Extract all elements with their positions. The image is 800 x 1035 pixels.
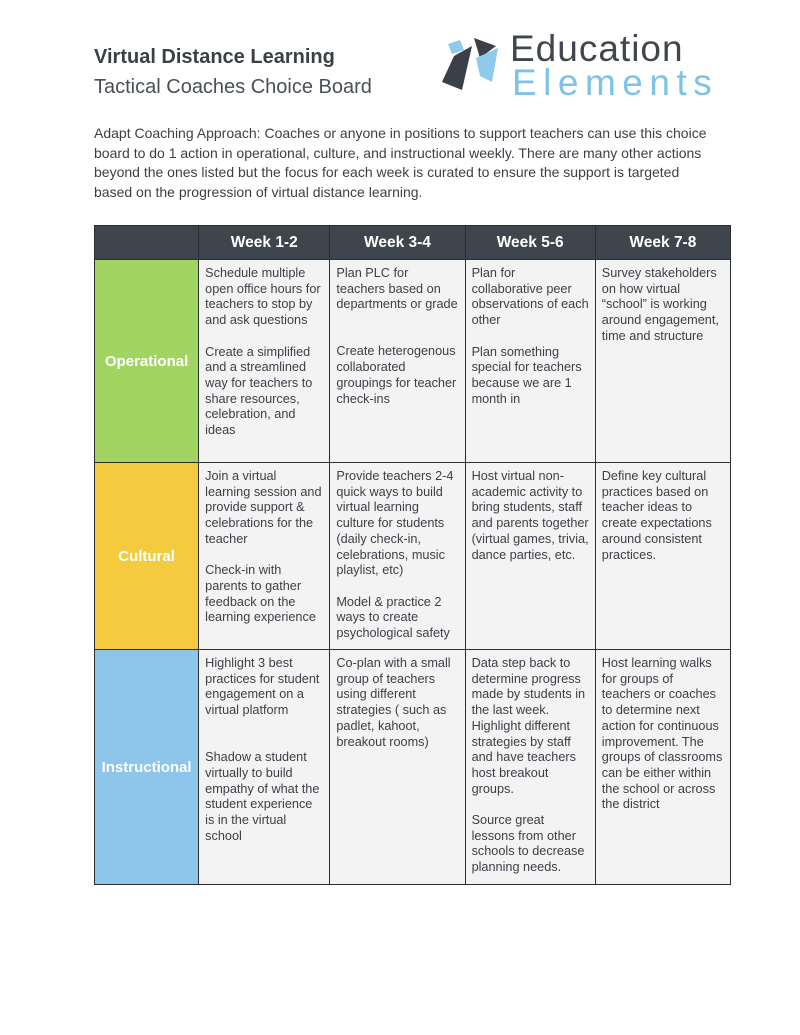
- column-header: Week 1-2: [199, 226, 330, 260]
- cell-text: Source great lessons from other schools to decrease planning needs.: [471, 813, 585, 875]
- table-cell: [595, 463, 730, 650]
- cell-text: Co-plan with a small group of teachers using different strategies ( such as padlet, kahoot, breakout rooms): [336, 656, 451, 749]
- cell-text: Shadow a student virtually to build empathy of what the student experience is in the virtual school: [205, 750, 320, 843]
- table-cell: [330, 650, 465, 885]
- cell-text: Provide teachers 2-4 quick ways to build virtual learning culture for students (daily check-in, celebrations, music playlist, etc): [336, 469, 454, 578]
- document-header: [94, 28, 734, 114]
- table-row-instructional: [95, 650, 731, 885]
- table-cell: [199, 260, 330, 463]
- row-header-cultural: Cultural: [95, 463, 199, 650]
- column-header: Week 5-6: [465, 226, 595, 260]
- table-cell: [595, 650, 730, 885]
- row-header-operational: Operational: [95, 260, 199, 463]
- logo-text-education: Education: [510, 28, 684, 69]
- choice-board-table: [94, 225, 731, 885]
- logo-text-elements: Elements: [512, 62, 719, 103]
- cell-text: Host learning walks for groups of teachers or coaches to determine next action for continuous improvement. The groups of classrooms can be either within the school or across the district: [601, 656, 723, 812]
- table-corner-cell: [95, 226, 199, 260]
- cell-text: Plan PLC for teachers based on departments or grade: [336, 266, 458, 312]
- table-cell: [595, 260, 730, 463]
- cell-text: Plan something special for teachers because we are 1 month in: [471, 344, 582, 406]
- table-cell: [465, 260, 595, 463]
- table-row-cultural: [95, 463, 731, 650]
- cell-text: Check-in with parents to gather feedback on the learning experience: [205, 563, 316, 625]
- logo-mark-icon: [440, 32, 504, 92]
- cell-text: Highlight 3 best practices for student engagement on a virtual platform: [205, 656, 320, 718]
- cell-text: Join a virtual learning session and provide support & celebrations for the teacher: [205, 469, 322, 546]
- row-header-instructional: Instructional: [95, 650, 199, 885]
- column-header: Week 7-8: [595, 226, 730, 260]
- cell-text: Host virtual non-academic activity to bring students, staff and parents together (virtual games, trivia, dance parties, etc.: [471, 469, 589, 562]
- cell-text: Schedule multiple open office hours for teachers to stop by and ask questions: [205, 266, 321, 328]
- cell-text: Create heterogenous collaborated groupings for teacher check-ins: [336, 344, 457, 406]
- cell-text: Survey stakeholders on how virtual “school” is working around engagement, time and structure: [601, 266, 719, 343]
- table-cell: [199, 650, 330, 885]
- document-subtitle: Tactical Coaches Choice Board: [94, 76, 372, 98]
- table-cell: [465, 463, 595, 650]
- table-cell: [465, 650, 595, 885]
- table-header-row: [95, 226, 731, 260]
- table-cell: [330, 463, 465, 650]
- table-row-operational: [95, 260, 731, 463]
- intro-paragraph: Adapt Coaching Approach: Coaches or anyone in positions to support teachers can use this choice board to do 1 action in operational, culture, and instructional weekly. There are many other actions beyond the ones listed but the focus for each week is curated to ensure the support is targeted based on the progression of virtual distance learning.: [94, 125, 707, 200]
- column-header: Week 3-4: [330, 226, 465, 260]
- cell-text: Define key cultural practices based on teacher ideas to create expectations around consistent practices.: [601, 469, 712, 562]
- cell-text: Plan for collaborative peer observations of each other: [471, 266, 589, 328]
- cell-text: Data step back to determine progress made by students in the last week. Highlight different strategies by staff and have teachers host breakout groups.: [471, 656, 586, 796]
- cell-text: Model & practice 2 ways to create psychological safety: [336, 594, 450, 641]
- table-cell: [199, 463, 330, 650]
- education-elements-logo: [440, 28, 719, 103]
- document-title: Virtual Distance Learning: [94, 46, 335, 68]
- table-cell: [330, 260, 465, 463]
- cell-text: Create a simplified and a streamlined way for teachers to share resources, celebration, and ideas: [205, 344, 313, 438]
